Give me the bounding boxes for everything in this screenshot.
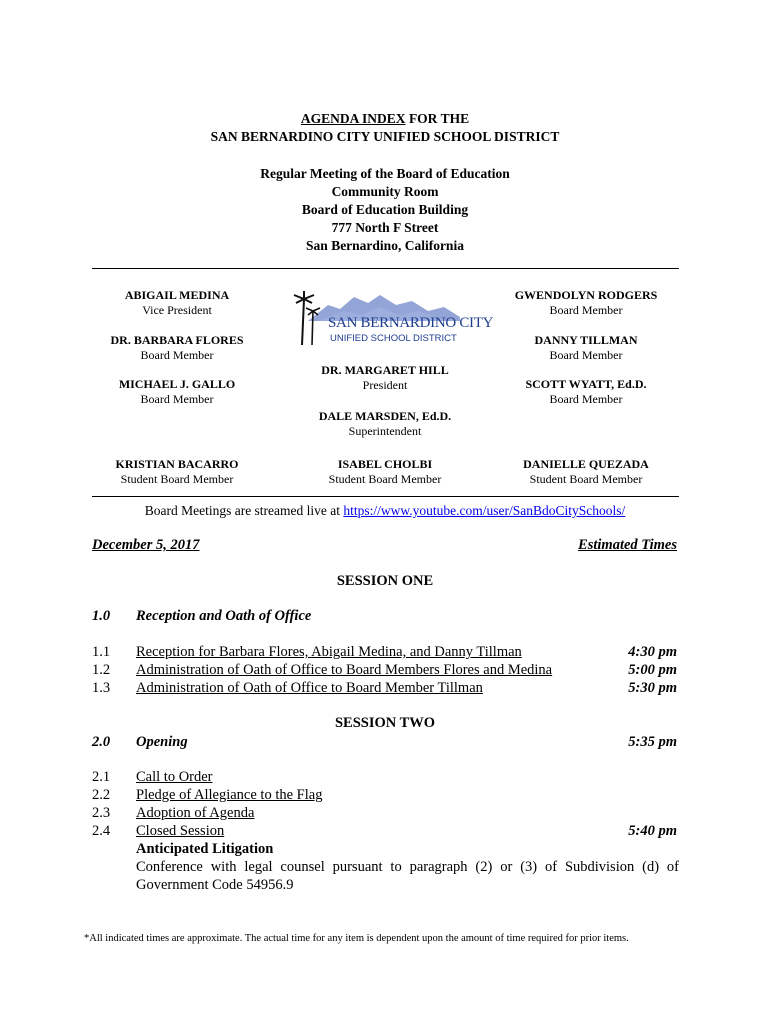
session-two-heading: SESSION TWO	[334, 715, 436, 731]
member-role: Student Board Member	[120, 472, 234, 486]
sub-heading: Anticipated Litigation	[136, 841, 274, 857]
session-one-heading: SESSION ONE	[336, 573, 434, 589]
item-number: 2.3	[92, 805, 111, 821]
meeting-date: December 5, 2017	[92, 537, 200, 553]
agenda-item-link[interactable]: Administration of Oath of Office to Board Members Flores and Medina	[136, 662, 553, 678]
agenda-item-link[interactable]: Pledge of Allegiance to the Flag	[136, 787, 323, 803]
board-member-center-1	[285, 363, 485, 393]
board-member-center-3	[285, 457, 485, 487]
member-role: Board Member	[549, 392, 623, 406]
item-time: 5:40 pm	[628, 823, 677, 839]
meeting-line-5: San Bernardino, California	[306, 238, 464, 253]
member-role: Board Member	[549, 348, 623, 362]
member-name: ISABEL CHOLBI	[337, 457, 433, 471]
meeting-line-3: Board of Education Building	[301, 202, 469, 217]
item-number: 2.1	[92, 769, 111, 785]
district-logo	[288, 285, 494, 353]
item-number: 1.3	[92, 680, 111, 696]
member-name: DANIELLE QUEZADA	[523, 457, 649, 471]
logo-text-line2: UNIFIED SCHOOL DISTRICT	[330, 333, 457, 344]
board-divider	[92, 496, 679, 497]
item-number: 2.2	[92, 787, 111, 803]
member-name: GWENDOLYN RODGERS	[514, 288, 658, 302]
section-title: Reception and Oath of Office	[136, 608, 312, 624]
member-role: President	[362, 378, 408, 392]
section-number: 1.0	[92, 608, 111, 624]
member-name: MICHAEL J. GALLO	[118, 377, 236, 391]
footnote: *All indicated times are approximate. The actual time for any item is dependent upon the amount of time required for prior items.	[84, 933, 629, 944]
member-role: Board Member	[140, 348, 214, 362]
agenda-title-rest: FOR THE	[405, 111, 470, 126]
member-role: Student Board Member	[529, 472, 643, 486]
member-role: Student Board Member	[328, 472, 442, 486]
section-number: 2.0	[92, 734, 111, 750]
header-divider	[92, 268, 679, 269]
estimated-times-label: Estimated Times	[578, 537, 677, 553]
board-member-center-2	[285, 409, 485, 439]
agenda-item-link[interactable]: Closed Session	[136, 823, 225, 839]
member-name: SCOTT WYATT, Ed.D.	[525, 377, 647, 391]
member-name: DR. MARGARET HILL	[321, 363, 449, 377]
item-number: 2.4	[92, 823, 111, 839]
district-name: SAN BERNARDINO CITY UNIFIED SCHOOL DISTRICT	[210, 129, 560, 144]
meeting-line-1: Regular Meeting of the Board of Education	[260, 166, 510, 181]
item-number: 1.2	[92, 662, 111, 678]
member-role: Vice President	[142, 303, 212, 317]
item-time: 5:00 pm	[628, 662, 677, 678]
item-time: 5:30 pm	[628, 680, 677, 696]
member-role: Superintendent	[348, 424, 422, 438]
section-time: 5:35 pm	[628, 734, 677, 750]
meeting-line-4: 777 North F Street	[331, 220, 439, 235]
member-name: DALE MARSDEN, Ed.D.	[318, 409, 452, 423]
stream-text: Board Meetings are streamed live at	[144, 503, 344, 518]
member-name: ABIGAIL MEDINA	[124, 288, 230, 302]
member-role: Board Member	[549, 303, 623, 317]
item-number: 1.1	[92, 644, 111, 660]
member-role: Board Member	[140, 392, 214, 406]
logo-text-line1: SAN BERNARDINO CITY	[328, 315, 494, 331]
sub-text: Conference with legal counsel pursuant to paragraph (2) or (3) of Subdivision (d) of Government Code 54956.9	[136, 859, 679, 893]
board-member-left-3	[77, 377, 277, 407]
agenda-title	[0, 110, 770, 128]
member-name: DANNY TILLMAN	[534, 333, 638, 347]
section-title: Opening	[136, 734, 188, 750]
member-name: DR. BARBARA FLORES	[110, 333, 244, 347]
agenda-item-link[interactable]: Call to Order	[136, 769, 213, 785]
board-member-right-4	[486, 457, 686, 487]
agenda-item-link[interactable]: Reception for Barbara Flores, Abigail Medina, and Danny Tillman	[136, 644, 522, 660]
board-member-right-1	[486, 288, 686, 318]
item-time: 4:30 pm	[628, 644, 677, 660]
agenda-item-link[interactable]: Adoption of Agenda	[136, 805, 255, 821]
board-member-right-2	[486, 333, 686, 363]
stream-notice	[0, 502, 770, 519]
member-name: KRISTIAN BACARRO	[115, 457, 239, 471]
stream-link[interactable]: https://www.youtube.com/user/SanBdoCitySchools/	[343, 503, 626, 518]
board-member-left-1	[77, 288, 277, 318]
agenda-title-underlined: AGENDA INDEX	[300, 111, 406, 126]
board-member-right-3	[486, 377, 686, 407]
board-member-left-2	[77, 333, 277, 363]
board-member-left-4	[77, 457, 277, 487]
meeting-line-2: Community Room	[331, 184, 439, 199]
agenda-item-link[interactable]: Administration of Oath of Office to Board Member Tillman	[136, 680, 483, 696]
